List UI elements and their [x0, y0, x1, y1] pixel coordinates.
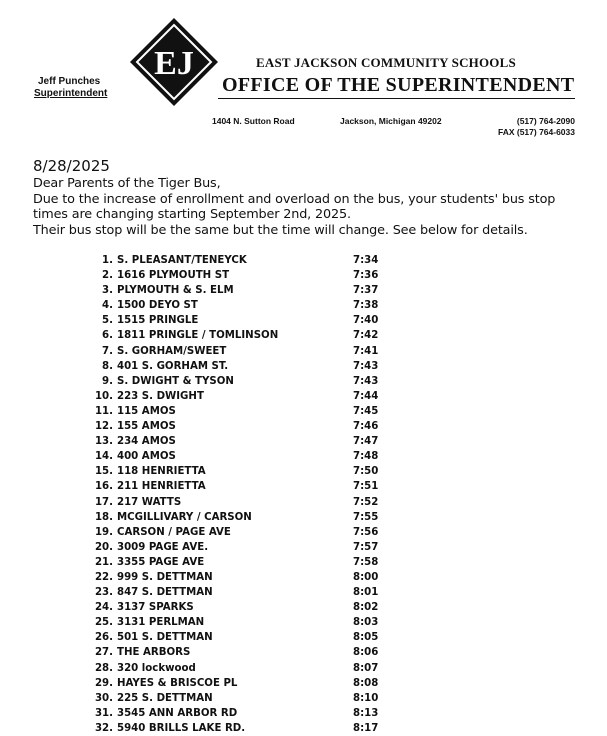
- bus-stop-row: [93, 691, 393, 706]
- stop-time: 8:06: [353, 647, 379, 659]
- stop-location: PLYMOUTH & S. ELM: [117, 285, 234, 297]
- stop-time: 8:17: [353, 722, 379, 734]
- stop-time: 8:01: [353, 587, 379, 599]
- stop-number: 21.: [94, 556, 113, 568]
- stop-location: 118 HENRIETTA: [117, 466, 206, 478]
- stop-number: 25.: [94, 617, 113, 629]
- stop-time: 8:02: [353, 602, 379, 614]
- stop-time: 7:58: [353, 556, 379, 568]
- bus-stop-row: [93, 585, 393, 600]
- stop-number: 29.: [94, 677, 113, 689]
- stop-time: 7:52: [353, 496, 379, 508]
- stop-number: 7.: [102, 345, 113, 357]
- stop-time: 7:48: [353, 451, 379, 463]
- stop-number: 20.: [94, 541, 113, 553]
- letter-line-1: Due to the increase of enrollment and overload on the bus, your students' bus stop: [33, 191, 556, 207]
- stop-time: 7:47: [353, 436, 379, 448]
- stop-number: 12.: [94, 421, 113, 433]
- phone-number: (517) 764-2090: [516, 116, 575, 126]
- stop-number: 5.: [102, 315, 113, 327]
- bus-stop-row: [93, 510, 393, 525]
- stop-location: 211 HENRIETTA: [117, 481, 206, 493]
- stop-location: CARSON / PAGE AVE: [117, 526, 231, 538]
- stop-number: 17.: [94, 496, 113, 508]
- street-address: 1404 N. Sutton Road: [212, 116, 295, 126]
- stop-location: 999 S. DETTMAN: [117, 571, 213, 583]
- stop-number: 11.: [94, 405, 113, 417]
- stop-location: 1515 PRINGLE: [117, 315, 199, 327]
- stop-time: 7:37: [353, 285, 379, 297]
- bus-stop-row: [93, 359, 393, 374]
- stop-location: 223 S. DWIGHT: [117, 390, 204, 402]
- bus-stop-row: [93, 449, 393, 464]
- stop-location: 115 AMOS: [117, 405, 176, 417]
- stop-location: 401 S. GORHAM ST.: [117, 360, 229, 372]
- stop-location: 5940 BRILLS LAKE RD.: [117, 722, 246, 734]
- stop-time: 7:44: [353, 390, 379, 402]
- stop-number: 28.: [94, 662, 113, 674]
- bus-stop-row: [93, 645, 393, 660]
- stop-time: 7:43: [353, 375, 379, 387]
- superintendent-name: Jeff Punches: [38, 76, 101, 87]
- stop-number: 16.: [94, 481, 113, 493]
- stop-number: 27.: [94, 647, 113, 659]
- bus-stop-row: [93, 525, 393, 540]
- bus-stop-row: [93, 404, 393, 419]
- stop-location: 847 S. DETTMAN: [117, 587, 213, 599]
- bus-stop-row: [93, 540, 393, 555]
- office-title: OFFICE OF THE SUPERINTENDENT: [222, 74, 575, 96]
- bus-stop-row: [93, 495, 393, 510]
- stop-number: 18.: [94, 511, 113, 523]
- bus-stop-row: [93, 479, 393, 494]
- header-rule: [218, 98, 575, 99]
- letter-greeting: Dear Parents of the Tiger Bus,: [33, 176, 221, 191]
- bus-stop-row: [93, 630, 393, 645]
- stop-time: 7:41: [353, 345, 379, 357]
- superintendent-title: Superintendent: [34, 88, 108, 99]
- stop-number: 22.: [94, 571, 113, 583]
- superintendent-block: [34, 76, 128, 100]
- stop-location: 400 AMOS: [117, 451, 176, 463]
- stop-time: 7:56: [353, 526, 379, 538]
- bus-stop-row: [93, 570, 393, 585]
- stop-time: 8:03: [353, 617, 379, 629]
- bus-stop-list: [93, 253, 393, 736]
- stop-time: 7:46: [353, 421, 379, 433]
- bus-stop-row: [93, 615, 393, 630]
- stop-time: 7:45: [353, 405, 379, 417]
- letter-line-3: Their bus stop will be the same but the time will change. See below for details.: [33, 222, 528, 238]
- bus-stop-row: [93, 374, 393, 389]
- stop-time: 7:40: [353, 315, 379, 327]
- stop-location: 155 AMOS: [117, 421, 176, 433]
- stop-number: 23.: [94, 587, 113, 599]
- stop-location: 3131 PERLMAN: [117, 617, 205, 629]
- stop-number: 32.: [94, 722, 113, 734]
- stop-location: 1811 PRINGLE / TOMLINSON: [117, 330, 279, 342]
- bus-stop-row: [93, 661, 393, 676]
- bus-stop-row: [93, 344, 393, 359]
- stop-number: 15.: [94, 466, 113, 478]
- stop-location: 1500 DEYO ST: [117, 300, 198, 312]
- logo-lettering: EJ: [154, 45, 194, 82]
- letterhead: [0, 0, 607, 150]
- bus-stop-row: [93, 676, 393, 691]
- stop-time: 8:07: [353, 662, 379, 674]
- stop-location: MCGILLIVARY / CARSON: [117, 511, 252, 523]
- bus-stop-row: [93, 328, 393, 343]
- bus-stop-row: [93, 313, 393, 328]
- stop-location: 3009 PAGE AVE.: [117, 541, 209, 553]
- stop-time: 7:50: [353, 466, 379, 478]
- bus-stop-row: [93, 298, 393, 313]
- stop-time: 8:08: [353, 677, 379, 689]
- bus-stop-row: [93, 600, 393, 615]
- stop-number: 14.: [94, 451, 113, 463]
- stop-time: 7:57: [353, 541, 379, 553]
- bus-stop-row: [93, 283, 393, 298]
- stop-location: S. GORHAM/SWEET: [117, 345, 227, 357]
- stop-time: 7:51: [353, 481, 379, 493]
- stop-number: 24.: [94, 602, 113, 614]
- school-name: EAST JACKSON COMMUNITY SCHOOLS: [256, 55, 516, 70]
- stop-location: 225 S. DETTMAN: [117, 692, 213, 704]
- stop-location: 3545 ANN ARBOR RD: [117, 707, 238, 719]
- stop-number: 30.: [94, 692, 113, 704]
- stop-number: 9.: [102, 375, 113, 387]
- stop-number: 4.: [102, 300, 113, 312]
- stop-time: 7:43: [353, 360, 379, 372]
- stop-time: 8:00: [353, 571, 379, 583]
- letter-line-2: times are changing starting September 2nd, 2025.: [33, 207, 351, 223]
- bus-stop-row: [93, 253, 393, 268]
- stop-time: 7:36: [353, 270, 379, 282]
- stop-number: 31.: [94, 707, 113, 719]
- stop-location: 234 AMOS: [117, 436, 176, 448]
- stop-time: 8:13: [353, 707, 379, 719]
- bus-stop-row: [93, 419, 393, 434]
- stop-time: 7:42: [353, 330, 379, 342]
- stop-number: 19.: [94, 526, 113, 538]
- ej-logo: [128, 16, 220, 108]
- stop-time: 8:05: [353, 632, 379, 644]
- stop-location: 1616 PLYMOUTH ST: [117, 270, 230, 282]
- stop-location: HAYES & BRISCOE PL: [117, 677, 238, 689]
- stop-location: S. PLEASANT/TENEYCK: [117, 255, 247, 266]
- stop-location: 3137 SPARKS: [117, 602, 194, 614]
- stop-location: 3355 PAGE AVE: [117, 556, 205, 568]
- bus-stop-row: [93, 434, 393, 449]
- stop-time: 7:34: [353, 255, 379, 266]
- stop-number: 6.: [102, 330, 113, 342]
- stop-number: 8.: [102, 360, 113, 372]
- stop-number: 3.: [102, 285, 113, 297]
- fax-number: FAX (517) 764-6033: [497, 127, 575, 137]
- bus-stop-row: [93, 555, 393, 570]
- stop-number: 26.: [94, 632, 113, 644]
- city-address: Jackson, Michigan 49202: [340, 116, 442, 126]
- stop-number: 10.: [94, 390, 113, 402]
- stop-number: 13.: [94, 436, 113, 448]
- stop-number: 2.: [102, 270, 113, 282]
- stop-location: 320 lockwood: [117, 662, 196, 674]
- stop-time: 7:38: [353, 300, 379, 312]
- letter-date: 8/28/2025: [33, 157, 110, 175]
- bus-stop-row: [93, 464, 393, 479]
- letter-body: [33, 156, 593, 238]
- stop-location: 501 S. DETTMAN: [117, 632, 213, 644]
- bus-stop-row: [93, 268, 393, 283]
- stop-location: 217 WATTS: [117, 496, 182, 508]
- stop-number: 1.: [102, 255, 113, 266]
- stop-time: 8:10: [353, 692, 379, 704]
- bus-stop-row: [93, 389, 393, 404]
- stop-location: S. DWIGHT & TYSON: [117, 375, 234, 387]
- stop-time: 7:55: [353, 511, 379, 523]
- bus-stop-row: [93, 706, 393, 721]
- stop-location: THE ARBORS: [117, 647, 191, 659]
- bus-stop-row: [93, 721, 393, 736]
